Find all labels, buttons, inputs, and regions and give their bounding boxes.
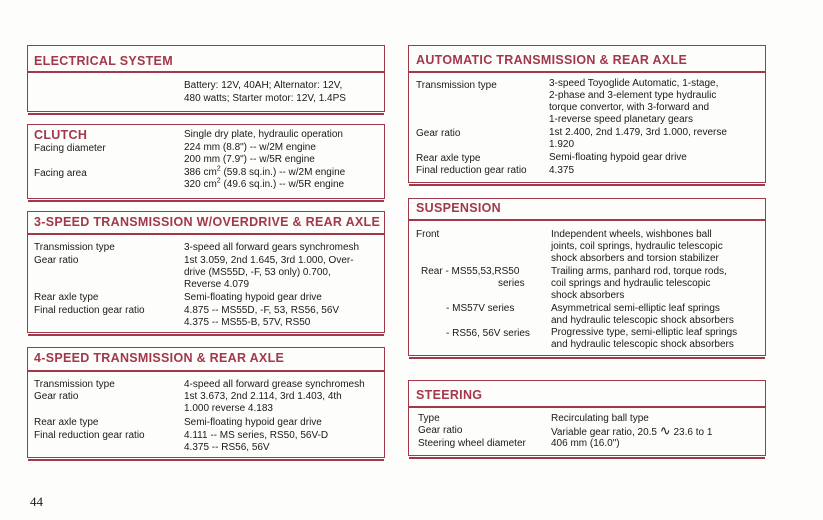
steering-ratio: Variable gear ratio, 20.5 ∿ 23.6 to 1 bbox=[551, 423, 713, 438]
t4-rear-axle-label: Rear axle type bbox=[34, 417, 99, 428]
auto-rear-axle: Semi-floating hypoid gear drive bbox=[549, 152, 687, 163]
t4-final-line-2: 4.375 -- RS56, 56V bbox=[184, 442, 270, 453]
front-line-1: Independent wheels, wishbones ball bbox=[551, 229, 712, 240]
rear-label-series: series bbox=[498, 278, 525, 289]
t3-rear-axle: Semi-floating hypoid gear drive bbox=[184, 292, 322, 303]
three-speed-divider bbox=[27, 233, 385, 235]
steering-divider bbox=[408, 406, 766, 408]
rs56-line-1: Progressive type, semi-elliptic leaf springs bbox=[551, 327, 738, 338]
auto-final-reduction-label: Final reduction gear ratio bbox=[416, 165, 527, 176]
t3-transmission-type-label: Transmission type bbox=[34, 242, 115, 253]
electrical-divider bbox=[27, 71, 385, 73]
t4-gear-ratio-label: Gear ratio bbox=[34, 391, 79, 402]
auto-transmission-type-label: Transmission type bbox=[416, 80, 497, 91]
four-speed-divider bbox=[27, 370, 385, 372]
steering-ratio-label: Gear ratio bbox=[418, 425, 463, 436]
auto-type-line-2: 2-phase and 3-element type hydraulic bbox=[549, 90, 717, 101]
t4-final-line-1: 4.111 -- MS series, RS50, 56V-D bbox=[184, 430, 329, 441]
electrical-line-2: 480 watts; Starter motor: 12V, 1.4PS bbox=[184, 93, 346, 104]
facing-area-2m: 386 $cm^2$ (59.8 sq.in.) -- w/2M engine bbox=[184, 165, 346, 178]
front-line-2: joints, coil springs, hydraulic telescopic bbox=[551, 241, 723, 252]
ms57v-line-2: and hydraulic telescopic shock absorbers bbox=[551, 315, 734, 326]
auto-type-line-1: 3-speed Toyoglide Automatic, 1-stage, bbox=[549, 78, 719, 89]
facing-area-5r: 320 $cm^2$ (49.6 sq.in.) -- w/5R engine bbox=[184, 177, 345, 190]
auto-rear-axle-label: Rear axle type bbox=[416, 153, 481, 164]
t3-ratio-line-3: Reverse 4.079 bbox=[184, 279, 250, 290]
steering-type-label: Type bbox=[418, 413, 440, 424]
front-line-3: shock absorbers and torsion stabilizer bbox=[551, 253, 719, 264]
rs56-label: - RS56, 56V series bbox=[446, 328, 530, 339]
t4-ratio-line-2: 1.000 reverse 4.183 bbox=[184, 403, 273, 414]
four-speed-title: 4-SPEED TRANSMISSION & REAR AXLE bbox=[34, 351, 285, 365]
auto-ratio-line-1: 1st 2.400, 2nd 1.479, 3rd 1.000, reverse bbox=[549, 127, 727, 138]
t3-ratio-line-2: drive (MS55D, -F, 53 only) 0.700, bbox=[184, 267, 331, 278]
t4-transmission-type-label: Transmission type bbox=[34, 379, 115, 390]
front-label: Front bbox=[416, 229, 440, 240]
t4-final-reduction-label: Final reduction gear ratio bbox=[34, 430, 145, 441]
steering-wheel-diameter-label: Steering wheel diameter bbox=[418, 438, 526, 449]
t3-final-line-1: 4.875 -- MS55D, -F, 53, RS56, 56V bbox=[184, 305, 340, 316]
electrical-system-title: ELECTRICAL SYSTEM bbox=[34, 54, 173, 68]
automatic-divider bbox=[408, 71, 766, 73]
t3-gear-ratio-label: Gear ratio bbox=[34, 255, 79, 266]
facing-diameter-label: Facing diameter bbox=[34, 143, 106, 154]
rs56-line-2: and hydraulic telescopic shock absorbers bbox=[551, 339, 734, 350]
rear-line-1: Trailing arms, panhard rod, torque rods, bbox=[551, 266, 727, 277]
electrical-line-1: Battery: 12V, 40AH; Alternator: 12V, bbox=[184, 80, 343, 91]
t3-rear-axle-label: Rear axle type bbox=[34, 292, 99, 303]
facing-diameter-5r: 200 mm (7.9") -- w/5R engine bbox=[184, 154, 315, 165]
facing-diameter-2m: 224 mm (8.8") -- w/2M engine bbox=[184, 142, 316, 153]
t3-ratio-line-1: 1st 3.059, 2nd 1.645, 3rd 1.000, Over- bbox=[184, 255, 354, 266]
facing-area-label: Facing area bbox=[34, 168, 87, 179]
ms57v-line-1: Asymmetrical semi-elliptic leaf springs bbox=[551, 303, 720, 314]
t3-transmission-type: 3-speed all forward gears synchromesh bbox=[184, 242, 360, 253]
t4-ratio-line-1: 1st 3.673, 2nd 2.114, 3rd 1.403, 4th bbox=[184, 391, 342, 402]
automatic-title: AUTOMATIC TRANSMISSION & REAR AXLE bbox=[416, 53, 688, 67]
three-speed-title: 3-SPEED TRANSMISSION W/OVERDRIVE & REAR AXLE bbox=[34, 215, 381, 229]
page-number: 44 bbox=[30, 494, 43, 509]
suspension-divider bbox=[408, 219, 766, 221]
t3-final-line-2: 4.375 -- MS55-B, 57V, RS50 bbox=[184, 317, 311, 328]
auto-type-line-4: 1-reverse speed planetary gears bbox=[549, 114, 693, 125]
auto-gear-ratio-label: Gear ratio bbox=[416, 128, 461, 139]
steering-title: STEERING bbox=[416, 388, 483, 402]
steering-wheel-diameter: 406 mm (16.0") bbox=[551, 438, 620, 449]
auto-type-line-3: torque convertor, with 3-forward and bbox=[549, 102, 710, 113]
auto-ratio-line-2: 1.920 bbox=[549, 139, 575, 150]
approx-tilde-icon: ∿ bbox=[659, 423, 671, 438]
suspension-title: SUSPENSION bbox=[416, 201, 501, 215]
t3-final-reduction-label: Final reduction gear ratio bbox=[34, 305, 145, 316]
steering-type: Recirculating ball type bbox=[551, 413, 649, 424]
rear-label: Rear - MS55,53,RS50 bbox=[421, 266, 520, 277]
rear-line-2: coil springs and hydraulic telescopic bbox=[551, 278, 711, 289]
ms57v-label: - MS57V series bbox=[446, 303, 515, 314]
clutch-type: Single dry plate, hydraulic operation bbox=[184, 129, 343, 140]
rear-line-3: shock absorbers bbox=[551, 290, 625, 301]
auto-final: 4.375 bbox=[549, 165, 575, 176]
t4-transmission-type: 4-speed all forward grease synchromesh bbox=[184, 379, 365, 390]
t4-rear-axle: Semi-floating hypoid gear drive bbox=[184, 417, 322, 428]
clutch-title: CLUTCH bbox=[34, 128, 88, 142]
